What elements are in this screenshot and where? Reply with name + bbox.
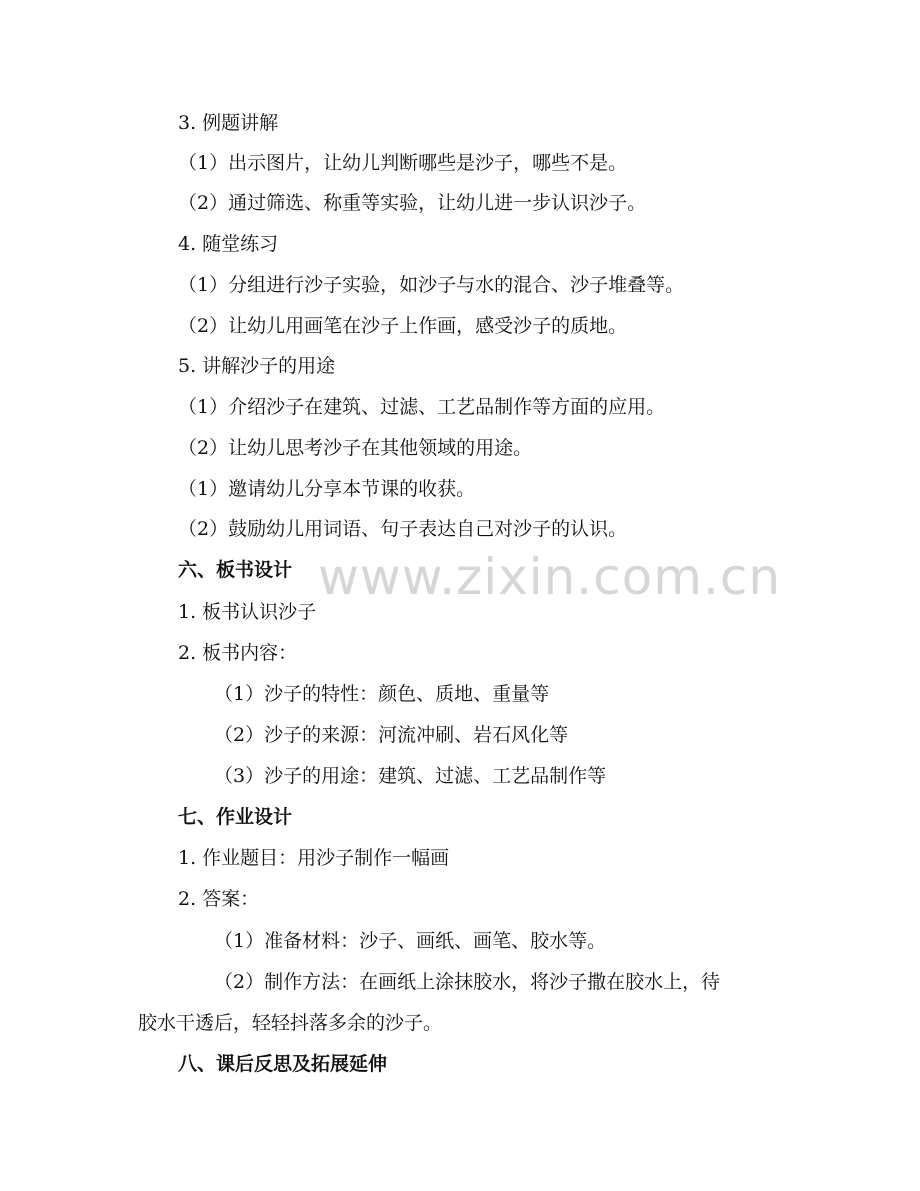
list-item: （1）沙子的特性：颜色、质地、重量等 (214, 683, 550, 705)
list-item: （2）制作方法：在画纸上涂抹胶水，将沙子撒在胶水上，待 (214, 971, 721, 993)
list-item: （1）介绍沙子在建筑、过滤、工艺品制作等方面的应用。 (178, 396, 666, 418)
list-item: 2. 答案： (178, 888, 260, 910)
list-item: （1）分组进行沙子实验，如沙子与水的混合、沙子堆叠等。 (178, 274, 685, 296)
list-item: （2）沙子的来源：河流冲刷、岩石风化等 (214, 724, 569, 746)
subheading-example-explanation: 3. 例题讲解 (178, 112, 279, 134)
list-item: （2）通过筛选、称重等实验，让幼儿进一步认识沙子。 (178, 192, 647, 214)
list-item: 1. 作业题目：用沙子制作一幅画 (178, 847, 450, 869)
watermark: www.zixin.com.cn (318, 548, 782, 606)
list-item: （2）让幼儿思考沙子在其他领域的用途。 (178, 437, 533, 459)
subheading-practice: 4. 随堂练习 (178, 233, 279, 255)
list-item: （2）鼓励幼儿用词语、句子表达自己对沙子的认识。 (178, 518, 628, 540)
list-item: （2）让幼儿用画笔在沙子上作画，感受沙子的质地。 (178, 315, 628, 337)
list-item-continuation: 胶水干透后，轻轻抖落多余的沙子。 (138, 1012, 443, 1034)
list-item: （1）准备材料：沙子、画纸、画笔、胶水等。 (214, 930, 607, 952)
list-item: （1）出示图片，让幼儿判断哪些是沙子，哪些不是。 (178, 152, 628, 174)
section-heading-reflection: 八、课后反思及拓展延伸 (178, 1053, 388, 1075)
list-item: （3）沙子的用途：建筑、过滤、工艺品制作等 (214, 765, 607, 787)
section-heading-blackboard-design: 六、板书设计 (178, 559, 293, 581)
section-heading-homework-design: 七、作业设计 (178, 806, 293, 828)
list-item: （1）邀请幼儿分享本节课的收获。 (178, 478, 476, 500)
list-item: 2. 板书内容： (178, 642, 298, 664)
list-item: 1. 板书认识沙子 (178, 601, 317, 623)
subheading-sand-uses: 5. 讲解沙子的用途 (178, 355, 336, 377)
